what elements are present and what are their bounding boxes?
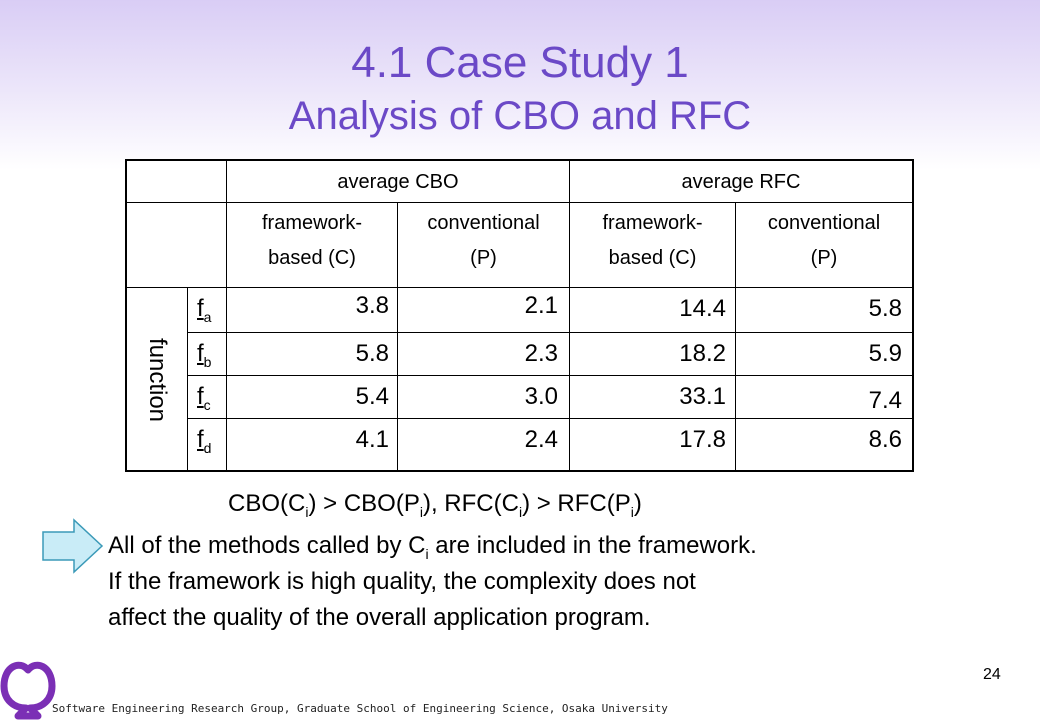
table-cell: 5.4 (355, 383, 389, 410)
subheader-cbo-framework: framework- based (C) (261, 212, 362, 269)
note-line-2: If the framework is high quality, the complexity does not (108, 568, 696, 595)
note-line-3: affect the quality of the overall application program. (108, 604, 651, 631)
header-average-rfc: average RFC (681, 171, 801, 193)
table-cell: 5.8 (868, 295, 902, 322)
table-cell: 3.8 (355, 292, 389, 319)
table-cell: 2.1 (524, 292, 558, 319)
subheader-cbo-conventional: conventional (P) (427, 212, 540, 269)
table-cell: 5.8 (355, 340, 389, 367)
note-line-1: All of the methods called by $C_i$ are included in the framework. (108, 532, 757, 562)
university-logo-icon (0, 656, 56, 720)
table-cell: 5.9 (868, 340, 902, 367)
metrics-table (125, 159, 914, 472)
table-cell: 7.4 (868, 387, 902, 414)
row-label-fc: $f_c$ (197, 383, 211, 413)
slide-title: 4.1 Case Study 1 (351, 38, 689, 87)
header-average-cbo: average CBO (337, 171, 459, 193)
row-label-fd: $f_d$ (197, 426, 212, 456)
table-cell: 14.4 (679, 295, 726, 322)
table-cell: 8.6 (868, 426, 902, 453)
table-cell: 4.1 (355, 426, 389, 453)
right-arrow-icon (42, 518, 104, 574)
page-number: 24 (983, 666, 1001, 683)
footer-text: Software Engineering Research Group, Graduate School of Engineering Science, Osaka University (52, 702, 668, 715)
row-label-fa: $f_a$ (197, 295, 212, 325)
subheader-rfc-conventional: conventional (P) (767, 212, 881, 269)
table-cell: 18.2 (679, 340, 726, 367)
conclusion-inequality: $CBO(C_i) > CBO(P_i)$, $RFC(C_i) > RFC(P_i)$ (228, 490, 642, 520)
table-cell: 2.4 (524, 426, 558, 453)
slide-subtitle: Analysis of CBO and RFC (288, 94, 752, 138)
table-cell: 2.3 (524, 340, 558, 367)
row-group-label: function (144, 337, 171, 422)
row-label-fb: $f_b$ (197, 340, 212, 370)
table-cell: 17.8 (679, 426, 726, 453)
table-cell: 33.1 (679, 383, 726, 410)
subheader-rfc-framework: framework- based (C) (602, 212, 703, 269)
table-cell: 3.0 (524, 383, 558, 410)
